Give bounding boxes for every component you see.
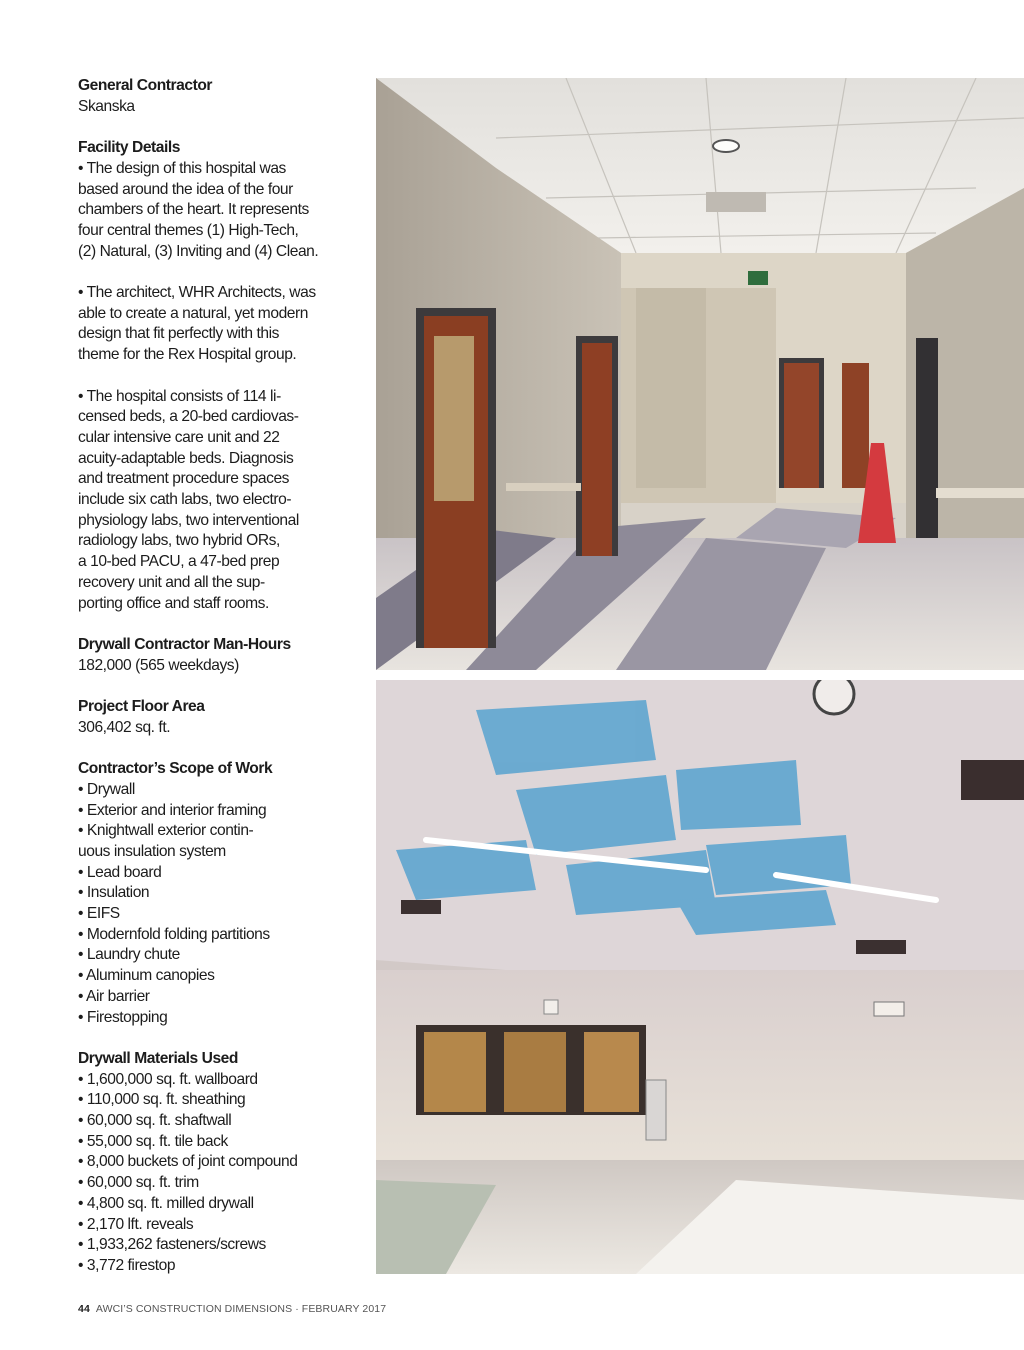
text-line: • 3,772 firestop [78, 1256, 176, 1274]
page-footer [78, 1303, 386, 1315]
text-line: • Lead board [78, 863, 162, 881]
text-section [78, 635, 368, 676]
text-line: radiology labs, two hybrid ORs, [78, 532, 280, 550]
text-line: • 4,800 sq. ft. milled drywall [78, 1194, 254, 1212]
text-section [78, 283, 368, 366]
text-line: porting office and staff rooms. [78, 594, 269, 612]
text-line: uous insulation system [78, 842, 226, 860]
text-section [78, 1049, 368, 1277]
text-line: • Insulation [78, 884, 150, 902]
text-section [78, 76, 368, 117]
text-line: • The design of this hospital was [78, 159, 286, 177]
text-line: • 1,933,262 fasteners/screws [78, 1236, 266, 1254]
text-line: acuity-adaptable beds. Diagnosis [78, 449, 294, 467]
text-line: chambers of the heart. It represents [78, 201, 309, 219]
text-section [78, 759, 368, 1028]
text-line: • The architect, WHR Architects, was [78, 284, 316, 301]
text-section [78, 138, 368, 262]
text-line: • Drywall [78, 780, 135, 798]
section-heading: Contractor’s Scope of Work [78, 760, 273, 778]
text-line: and treatment procedure spaces [78, 470, 290, 488]
text-section [78, 387, 368, 615]
text-line: (2) Natural, (3) Inviting and (4) Clean. [78, 242, 319, 260]
text-line: • Knightwall exterior contin- [78, 822, 254, 840]
text-line: • Exterior and interior framing [78, 801, 267, 819]
article-text-column [78, 76, 368, 1277]
text-line: • Laundry chute [78, 946, 180, 964]
text-line: include six cath labs, two electro- [78, 491, 292, 509]
corridor-photo [376, 78, 1024, 670]
text-line: four central themes (1) High-Tech, [78, 221, 299, 239]
text-line: design that fit perfectly with this [78, 325, 279, 343]
text-line: • EIFS [78, 905, 120, 923]
text-line: physiology labs, two interventional [78, 511, 299, 529]
text-line: • Aluminum canopies [78, 967, 215, 985]
text-line: • 60,000 sq. ft. shaftwall [78, 1112, 232, 1130]
text-line: able to create a natural, yet modern [78, 304, 308, 322]
publication-line: AWCI’S CONSTRUCTION DIMENSIONS · FEBRUARY 2017 [95, 1303, 387, 1315]
text-section [78, 697, 368, 738]
text-line: Skanska [78, 97, 135, 115]
text-line: • 55,000 sq. ft. tile back [78, 1132, 228, 1150]
text-line: • 1,600,000 sq. ft. wallboard [78, 1070, 258, 1088]
section-heading: General Contractor [78, 77, 213, 94]
section-heading: Drywall Contractor Man-Hours [78, 635, 291, 653]
text-line: • 2,170 lft. reveals [78, 1215, 194, 1233]
text-line: • Firestopping [78, 1008, 168, 1026]
text-line: • Modernfold folding partitions [78, 925, 270, 943]
section-heading: Drywall Materials Used [78, 1049, 238, 1067]
text-line: recovery unit and all the sup- [78, 573, 265, 591]
text-line: theme for the Rex Hospital group. [78, 346, 297, 364]
text-line: • 110,000 sq. ft. sheathing [78, 1091, 246, 1109]
text-line: censed beds, a 20-bed cardiovas- [78, 408, 299, 426]
text-line: • 8,000 buckets of joint compound [78, 1153, 298, 1171]
text-line: 306,402 sq. ft. [78, 718, 171, 736]
text-line: • The hospital consists of 114 li- [78, 387, 281, 405]
page-number: 44 [78, 1303, 90, 1315]
section-heading: Project Floor Area [78, 698, 205, 716]
text-line: based around the idea of the four [78, 180, 293, 198]
text-line: a 10-bed PACU, a 47-bed prep [78, 553, 280, 571]
text-line: • Air barrier [78, 987, 150, 1005]
text-line: • 60,000 sq. ft. trim [78, 1174, 199, 1192]
text-line: 182,000 (565 weekdays) [78, 656, 239, 674]
room-photo [376, 680, 1024, 1274]
section-heading: Facility Details [78, 139, 181, 157]
text-line: cular intensive care unit and 22 [78, 428, 280, 446]
